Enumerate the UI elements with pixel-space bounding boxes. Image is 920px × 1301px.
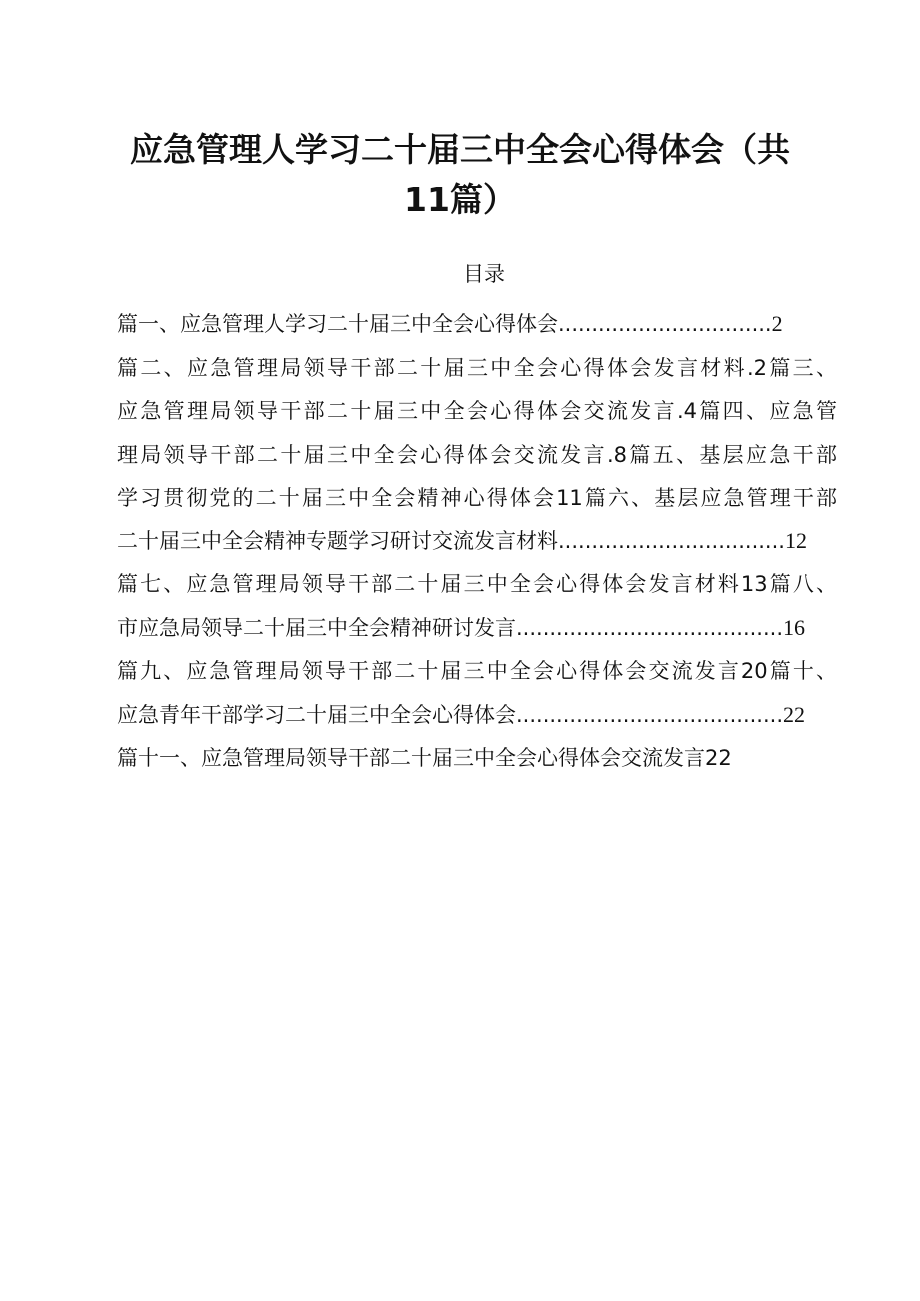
toc-page-number: 12 — [784, 528, 807, 553]
toc-entry[interactable] — [117, 526, 837, 556]
toc-entry-text: 应急青年干部学习二十届三中全会心得体会 — [117, 703, 516, 727]
toc-page-number: 22 — [783, 702, 806, 727]
toc-entry[interactable] — [117, 700, 837, 730]
toc-entry-text: 篇九、应急管理局领导干部二十届三中全会心得体会交流发言20篇十、 — [117, 659, 837, 683]
toc-page-number: 2 — [771, 311, 783, 336]
toc-heading: 目录 — [463, 262, 505, 286]
toc-entry[interactable] — [117, 743, 837, 773]
toc-entry[interactable] — [117, 396, 837, 426]
toc-leader-dots: ................................ — [558, 312, 772, 336]
toc-entry-text: 篇七、应急管理局领导干部二十届三中全会心得体会发言材料13篇八、 — [117, 572, 837, 596]
toc-entry[interactable] — [117, 440, 837, 470]
toc-entry-text: 应急管理局领导干部二十届三中全会心得体会交流发言.4篇四、应急管 — [117, 399, 837, 423]
toc-leader-dots: .................................. — [558, 529, 785, 553]
toc-page-number: 16 — [783, 615, 806, 640]
toc-entry-text: 理局领导干部二十届三中全会心得体会交流发言.8篇五、基层应急干部 — [117, 443, 837, 467]
toc-entry[interactable] — [117, 353, 837, 383]
document-title-line-1: 应急管理人学习二十届三中全会心得体会（共 — [130, 130, 790, 169]
toc-entry-text: 市应急局领导二十届三中全会精神研讨发言 — [117, 616, 516, 640]
toc-entry-text: 篇十一、应急管理局领导干部二十届三中全会心得体会交流发言22 — [117, 746, 732, 770]
document-title-line-2: 11篇） — [404, 180, 516, 219]
toc-entry[interactable] — [117, 483, 837, 513]
toc-entry[interactable] — [117, 613, 837, 643]
toc-entry[interactable] — [117, 656, 837, 686]
toc-leader-dots: ........................................ — [516, 616, 784, 640]
toc-entry-text: 篇二、应急管理局领导干部二十届三中全会心得体会发言材料.2篇三、 — [117, 356, 837, 380]
toc-entry-text: 篇一、应急管理人学习二十届三中全会心得体会 — [117, 312, 558, 336]
toc-leader-dots: ........................................ — [516, 703, 784, 727]
toc-entry-text: 二十届三中全会精神专题学习研讨交流发言材料 — [117, 529, 558, 553]
toc-entry-text: 学习贯彻党的二十届三中全会精神心得体会11篇六、基层应急管理干部 — [117, 486, 837, 510]
toc-entry[interactable] — [117, 569, 837, 599]
toc-entry[interactable] — [117, 309, 837, 339]
